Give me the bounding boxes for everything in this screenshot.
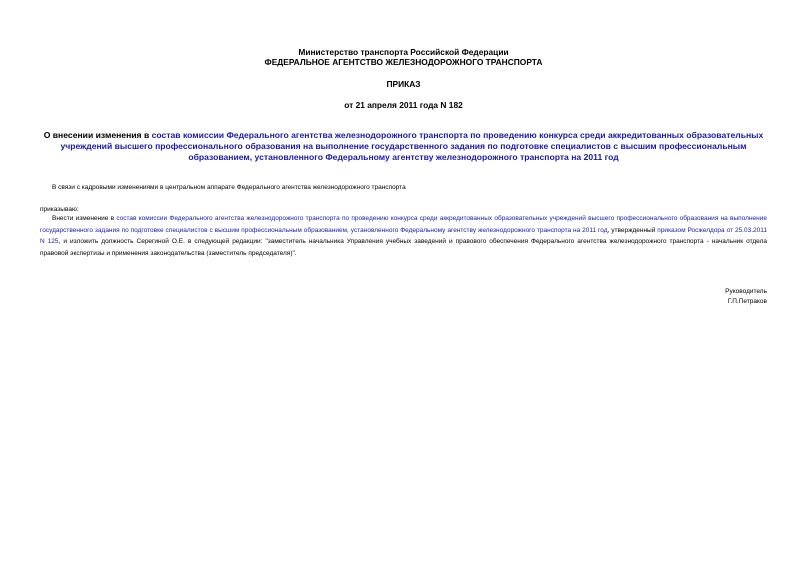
order-text-2: , утвержденный [607, 226, 658, 234]
title-commission-link[interactable]: состав комиссии Федерального агентства железнодорожного транспорта по проведению конкурса среди аккредитованных образовательных учреждений высшего профессионального образования на выполнение государственного задания по подготовке специалистов с высшим профессиональным образованием, установленного Федеральному агентству железнодорожного транспорта на 2011 год [60, 130, 764, 162]
document-type: ПРИКАЗ [386, 79, 421, 89]
order-word: приказываю: [40, 206, 79, 213]
document-date: от 21 апреля 2011 года N 182 [344, 100, 463, 110]
order-paragraph [40, 213, 767, 259]
ministry-heading: Министерство транспорта Российской Федерации [298, 47, 509, 57]
signatory-position: Руководитель [725, 288, 767, 295]
preamble-text: В связи с кадровыми изменениями в центральном аппарате Федерального агентства железнодорожного транспорта [52, 184, 406, 191]
signature-block [725, 287, 767, 306]
order-text-1: Внести изменение в [52, 215, 117, 222]
title-prefix: О внесении изменения в [43, 130, 152, 140]
order-text-3: , и изложить должность Серегиной О.Е. в следующей редакции: "заместитель начальника Управления учебных заведений и правового обеспечения Федерального агентства железнодорожного транспорта - начальник отдела правовой экспертизы и применения законодательства (заместитель председателя)". [40, 238, 767, 257]
agency-heading: ФЕДЕРАЛЬНОЕ АГЕНТСТВО ЖЕЛЕЗНОДОРОЖНОГО ТРАНСПОРТА [264, 57, 543, 67]
rosgeldor-order-link[interactable]: приказом Росжелдора от 25.03.2011 N 125 [40, 226, 768, 245]
commission-composition-link[interactable]: состав комиссии Федерального агентства железнодорожного транспорта по проведению конкурса среди аккредитованных образовательных учреждений высшего профессионального образования на выполнение государственного задания по подготовке специалистов с высшим профессиональным образованием, установленного Федеральному агентству железнодорожного транспорта на 2011 год [40, 215, 767, 234]
document-title [40, 130, 767, 163]
signatory-name: Г.П.Петраков [727, 297, 767, 305]
